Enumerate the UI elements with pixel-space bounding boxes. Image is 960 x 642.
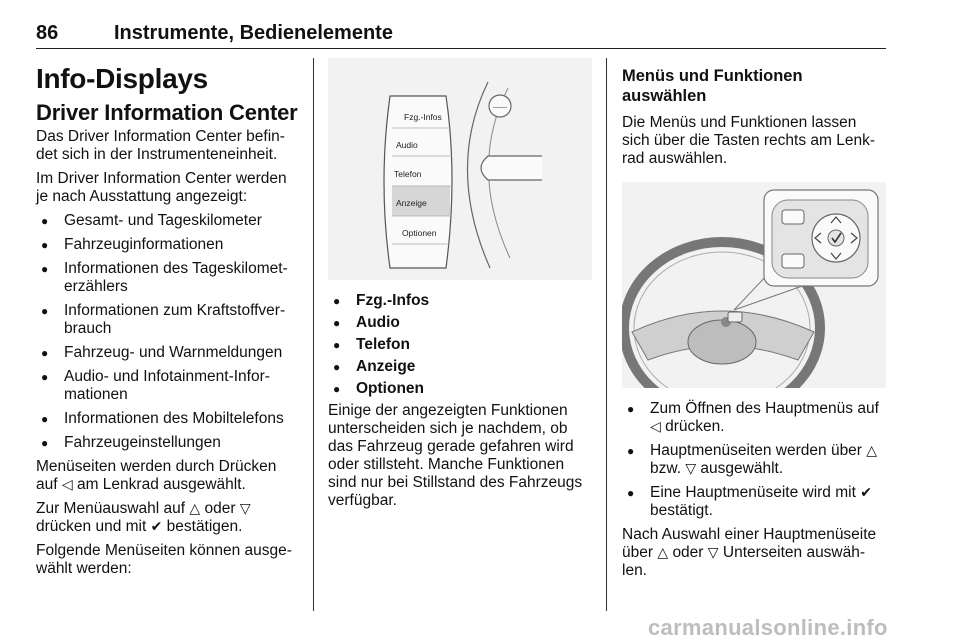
menu-display-figure	[328, 58, 592, 280]
left-arrow-icon: ◁	[650, 419, 661, 435]
list-item: ● Anzeige	[328, 358, 592, 376]
list-item: ● Eine Hauptmenüseite wird mit ✔ bestätigt.	[622, 484, 888, 520]
section-heading: Info-Displays	[36, 63, 208, 94]
list-item: ● Optionen	[328, 380, 592, 398]
column-middle	[328, 58, 592, 516]
column-divider	[313, 58, 314, 611]
list-item: ● Hauptmenüseiten werden über △ bzw. ▽ ausgewählt.	[622, 442, 888, 478]
list-item: ● Informationen des Tageskilomet- erzählers	[36, 260, 302, 296]
paragraph: Folgende Menüseiten können ausge- wählt werden:	[36, 542, 292, 577]
list-item: ● Fzg.-Infos	[328, 292, 592, 310]
subsection-heading: Menüs und Funktionen auswählen	[622, 67, 803, 105]
paragraph: Zur Menüauswahl auf △ oder ▽ drücken und mit ✔ bestätigen.	[36, 500, 251, 535]
column-left	[36, 58, 302, 584]
menu-display-illustration	[328, 58, 592, 280]
steering-wheel-figure	[622, 182, 886, 388]
down-arrow-icon: ▽	[707, 545, 719, 561]
paragraph: Einige der angezeigten Funktionen unterscheiden sich je nachdem, ob das Fahrzeug gerade gefahren wird oder stillsteht. Manche Funktionen sind nur bei Stillstand des Fahrzeugs verfügbar.	[328, 402, 583, 509]
list-item: ● Fahrzeug- und Warnmeldungen	[36, 344, 302, 362]
page-number: 86	[36, 22, 59, 44]
instruction-list	[622, 400, 888, 520]
list-item: ● Zum Öffnen des Hauptmenüs auf ◁ drücken.	[622, 400, 888, 436]
menu-item-telefon: Telefon	[394, 169, 422, 179]
menu-item-optionen: Optionen	[402, 228, 437, 238]
paragraph: Nach Auswahl einer Hauptmenüseite über △ oder ▽ Unterseiten auswäh- len.	[622, 526, 877, 579]
paragraph: Menüseiten werden durch Drücken auf ◁ am Lenkrad ausgewählt.	[36, 458, 277, 493]
list-item: ● Gesamt- und Tageskilometer	[36, 212, 302, 230]
left-arrow-icon: ◁	[61, 477, 73, 493]
up-arrow-icon: △	[189, 501, 201, 517]
paragraph: Die Menüs und Funktionen lassen sich über die Tasten rechts am Lenk- rad auswählen.	[622, 114, 876, 167]
list-item: ● Informationen zum Kraftstoffver- brauch	[36, 302, 302, 338]
menu-list	[328, 292, 592, 398]
page-header	[36, 22, 886, 49]
column-right	[622, 58, 888, 586]
phone-button-icon	[782, 254, 804, 268]
subsection-heading: Driver Information Center	[36, 100, 298, 125]
list-item: ● Fahrzeugeinstellungen	[36, 434, 302, 452]
menu-item-anzeige: Anzeige	[396, 198, 427, 208]
up-arrow-icon: △	[657, 545, 669, 561]
voice-button-icon	[782, 210, 804, 224]
up-arrow-icon: △	[866, 443, 878, 459]
down-arrow-icon: ▽	[239, 501, 251, 517]
paragraph: Im Driver Information Center werden je nach Ausstattung angezeigt:	[36, 170, 287, 205]
list-item: ● Telefon	[328, 336, 592, 354]
list-item: ● Audio	[328, 314, 592, 332]
paragraph: Das Driver Information Center befin- det sich in der Instrumenteneinheit.	[36, 128, 285, 163]
list-item: ● Informationen des Mobiltelefons	[36, 410, 302, 428]
feature-list	[36, 212, 302, 452]
down-arrow-icon: ▽	[685, 461, 697, 477]
column-divider	[606, 58, 607, 611]
list-item: ● Fahrzeuginformationen	[36, 236, 302, 254]
menu-item-fzg-infos: Fzg.-Infos	[404, 112, 442, 122]
menu-item-audio: Audio	[396, 140, 418, 150]
page-title: Instrumente, Bedienelemente	[114, 22, 393, 44]
steering-wheel-illustration	[622, 182, 886, 388]
list-item: ● Audio- und Infotainment-Infor- mationen	[36, 368, 302, 404]
checkmark-icon: ✔	[860, 485, 872, 501]
checkmark-icon: ✔	[150, 519, 163, 535]
svg-text:——: ——	[493, 104, 507, 111]
checkmark-button-icon	[828, 230, 844, 246]
watermark: carmanualsonline.info	[648, 615, 888, 640]
